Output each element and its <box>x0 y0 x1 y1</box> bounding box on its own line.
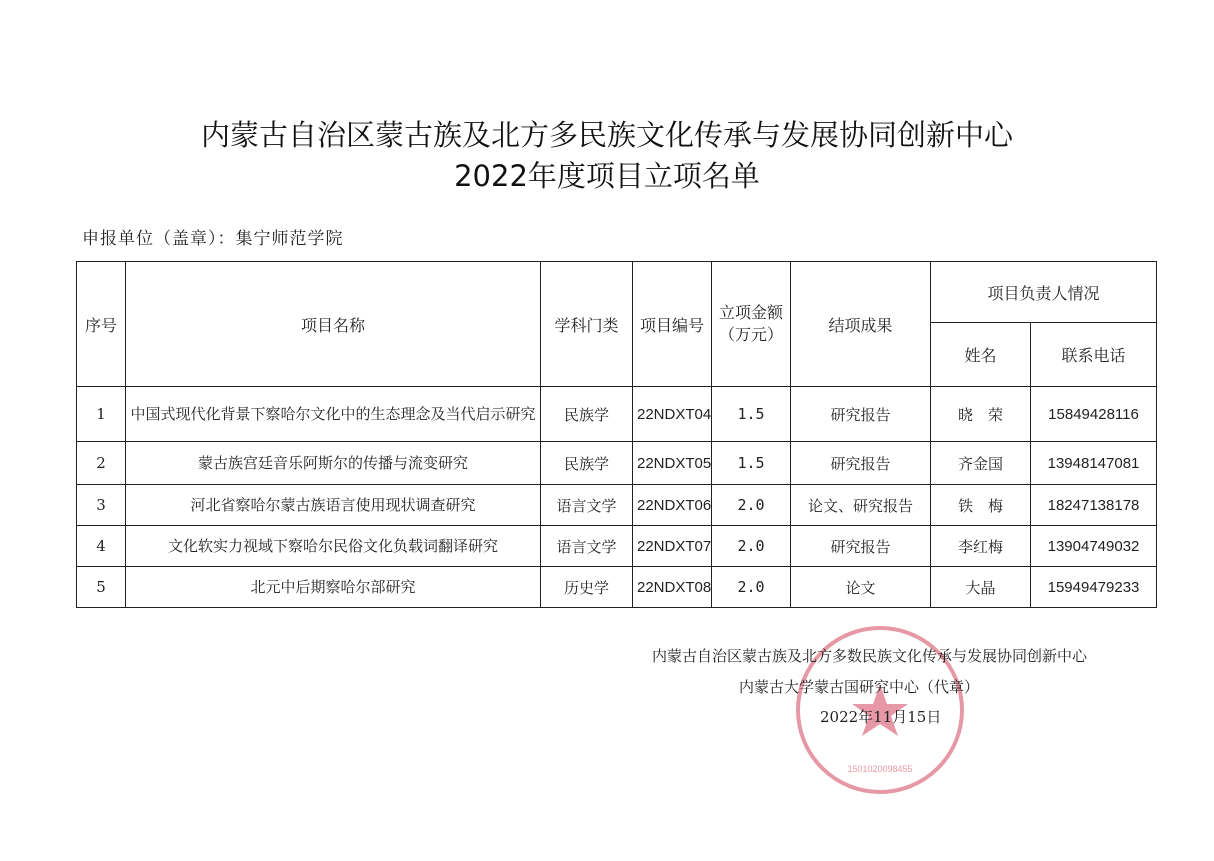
cell-discipline: 民族学 <box>541 442 633 485</box>
header-leader: 项目负责人情况 <box>931 262 1157 323</box>
cell-code: 22NDXT06 <box>633 485 712 526</box>
cell-phone: 13904749032 <box>1031 526 1157 567</box>
table-row <box>77 567 1157 608</box>
cell-leader-name: 大晶 <box>931 567 1031 608</box>
cell-seq: 2 <box>77 442 126 485</box>
cell-leader-name: 李红梅 <box>931 526 1031 567</box>
cell-project-name: 北元中后期察哈尔部研究 <box>126 567 541 608</box>
cell-seq: 3 <box>77 485 126 526</box>
cell-result: 论文、研究报告 <box>791 485 931 526</box>
table-row <box>77 387 1157 442</box>
cell-seq: 1 <box>77 387 126 442</box>
project-table <box>76 261 1157 608</box>
cell-amount: 1.5 <box>712 442 791 485</box>
cell-phone: 15849428116 <box>1031 387 1157 442</box>
cell-discipline: 民族学 <box>541 387 633 442</box>
cell-phone: 13948147081 <box>1031 442 1157 485</box>
cell-project-name: 蒙古族宫廷音乐阿斯尔的传播与流变研究 <box>126 442 541 485</box>
header-amount: 立项金额（万元） <box>712 262 791 387</box>
cell-phone: 18247138178 <box>1031 485 1157 526</box>
cell-code: 22NDXT07 <box>633 526 712 567</box>
cell-project-name: 中国式现代化背景下察哈尔文化中的生态理念及当代启示研究 <box>126 387 541 442</box>
cell-amount: 1.5 <box>712 387 791 442</box>
header-result: 结项成果 <box>791 262 931 387</box>
header-name: 项目名称 <box>126 262 541 387</box>
document-title-line2: 2022年度项目立项名单 <box>454 159 760 193</box>
cell-amount: 2.0 <box>712 567 791 608</box>
cell-amount: 2.0 <box>712 485 791 526</box>
cell-amount: 2.0 <box>712 526 791 567</box>
header-discipline: 学科门类 <box>541 262 633 387</box>
cell-phone: 15949479233 <box>1031 567 1157 608</box>
cell-leader-name: 铁 梅 <box>931 485 1031 526</box>
cell-result: 研究报告 <box>791 442 931 485</box>
header-leader-name: 姓名 <box>931 323 1031 387</box>
cell-code: 22NDXT08 <box>633 567 712 608</box>
cell-project-name: 河北省察哈尔蒙古族语言使用现状调查研究 <box>126 485 541 526</box>
cell-discipline: 语言文学 <box>541 526 633 567</box>
table-row <box>77 526 1157 567</box>
cell-seq: 5 <box>77 567 126 608</box>
cell-code: 22NDXT04 <box>633 387 712 442</box>
cell-leader-name: 齐金国 <box>931 442 1031 485</box>
cell-project-name: 文化软实力视域下察哈尔民俗文化负载词翻译研究 <box>126 526 541 567</box>
cell-result: 研究报告 <box>791 526 931 567</box>
footer-organization: 内蒙古自治区蒙古族及北方多数民族文化传承与发展协同创新中心 <box>652 647 1088 665</box>
header-leader-phone: 联系电话 <box>1031 323 1157 387</box>
footer-date: 2022年11月15日 <box>820 708 942 726</box>
cell-seq: 4 <box>77 526 126 567</box>
cell-code: 22NDXT05 <box>633 442 712 485</box>
header-code: 项目编号 <box>633 262 712 387</box>
cell-leader-name: 晓 荣 <box>931 387 1031 442</box>
cell-result: 论文 <box>791 567 931 608</box>
document-title-line1: 内蒙古自治区蒙古族及北方多民族文化传承与发展协同创新中心 <box>200 118 1013 152</box>
cell-discipline: 语言文学 <box>541 485 633 526</box>
cell-discipline: 历史学 <box>541 567 633 608</box>
seal-number: 1501020098455 <box>847 764 913 774</box>
header-seq: 序号 <box>77 262 126 387</box>
cell-result: 研究报告 <box>791 387 931 442</box>
table-header-row <box>77 262 1157 323</box>
applicant-unit: 申报单位（盖章）：集宁师范学院 <box>82 229 344 249</box>
table-row <box>77 442 1157 485</box>
footer-proxy-seal-note: 内蒙古大学蒙古国研究中心（代章） <box>739 678 980 696</box>
table-row <box>77 485 1157 526</box>
